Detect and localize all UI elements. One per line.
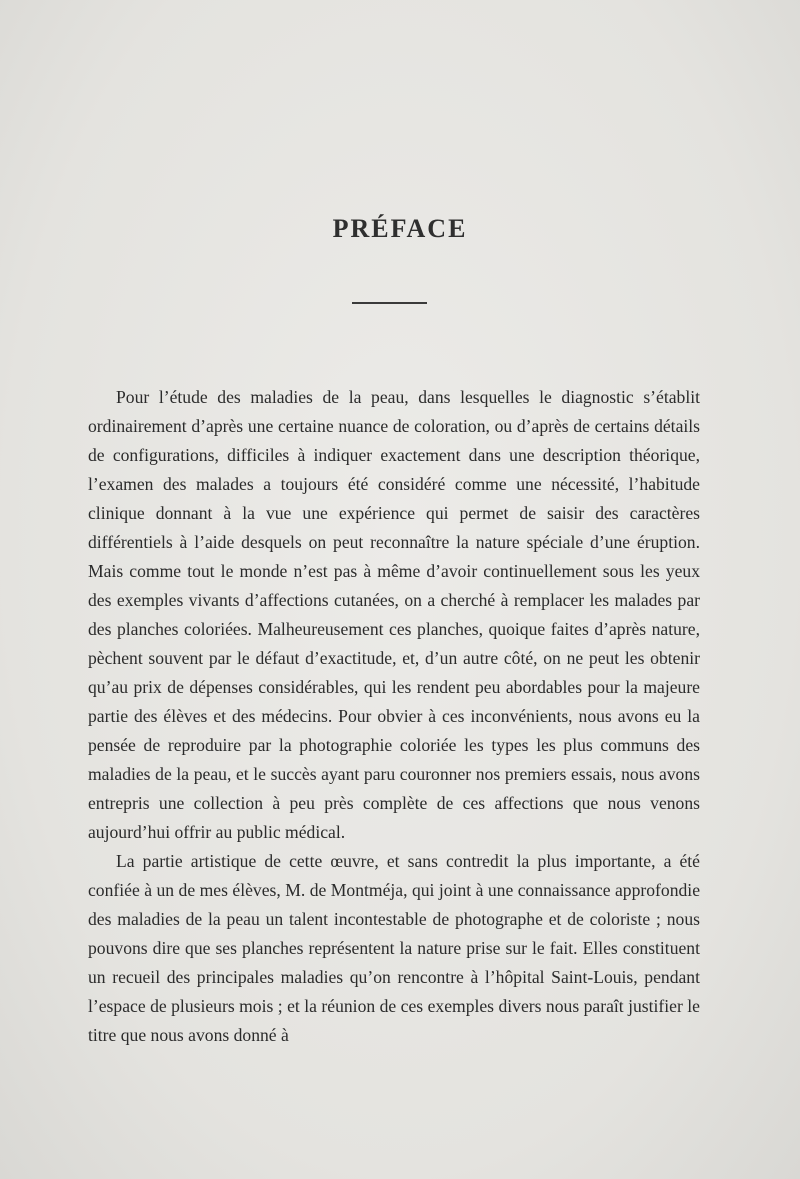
paragraph-2: La partie artistique de cette œuvre, et sans contredit la plus importante, a été confiée à un de mes élèves, M. de Montméja, qui joint à une connaissance approfondie des maladies de la peau un talent incontestable de photographe et de coloriste ; nous pouvons dire que ses planches représentent la nature prise sur le fait. Elles constituent un recueil des principales maladies qu’on rencontre à l’hôpital Saint-Louis, pendant l’espace de plusieurs mois ; et la réunion de ces exemples divers nous paraît justifier le titre que nous avons donné à <box>88 851 700 1045</box>
paragraph-1: Pour l’étude des maladies de la peau, dans lesquelles le diagnostic s’établit ordinairement d’après une certaine nuance de coloration, ou d’après de certains détails de configurations, difficiles à indiquer exactement dans une description théorique, l’examen des malades a toujours été considéré comme une nécessité, l’habitude clinique donnant à la vue une expérience qui permet de saisir des caractères différentiels à l’aide desquels on peut reconnaître la nature spéciale d’une éruption. Mais comme tout le monde n’est pas à même d’avoir continuellement sous les yeux des exemples vivants d’affections cutanées, on a cherché à remplacer les malades par des planches coloriées. Malheureusement ces planches, quoique faites d’après nature, pèchent souvent par le défaut d’exactitude, et, d’un autre côté, on ne peut les obtenir qu’au prix de dépenses considérables, qui les rendent peu abordables pour la majeure partie des élèves et des médecins. Pour obvier à ces inconvénients, nous avons eu la pensée de reproduire par la photographie coloriée les types les plus communs des maladies de la peau, et le succès ayant paru couronner nos premiers essais, nous avons entrepris une collection à peu près complète de ces affections que nous venons aujourd’hui offrir au public médical. <box>88 387 700 842</box>
page-title: PRÉFACE <box>332 214 468 243</box>
preface-body <box>88 383 700 1050</box>
title-rule-divider <box>352 302 427 304</box>
